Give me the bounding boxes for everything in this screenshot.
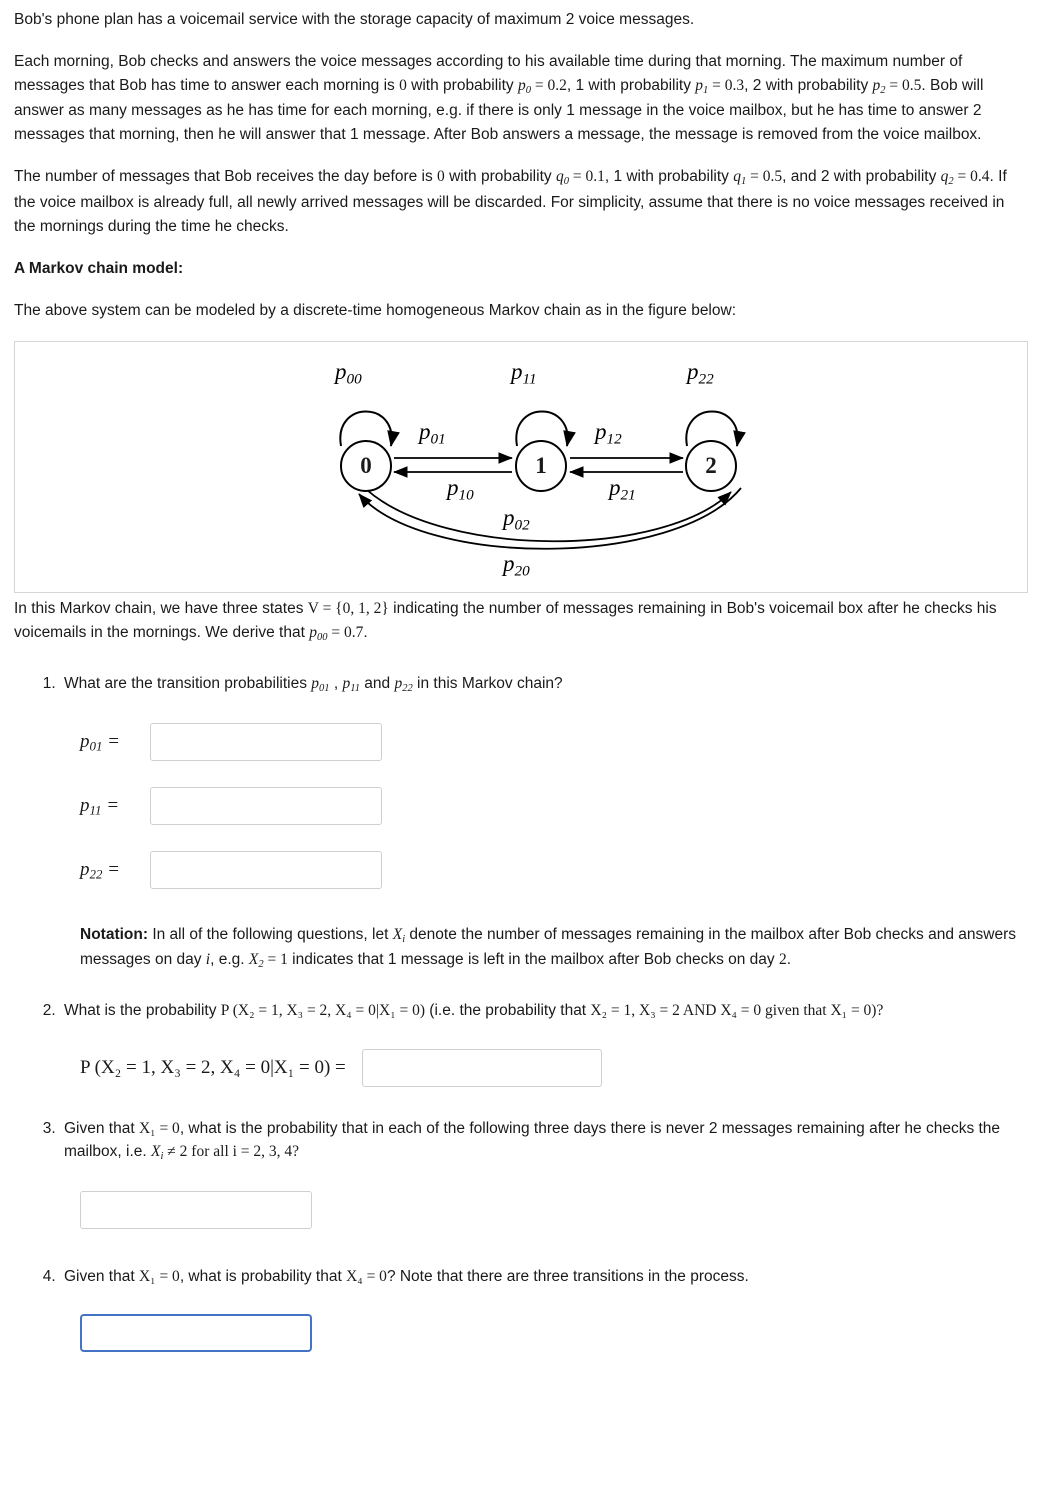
- intro-text-1: Bob's phone plan has a voicemail service with the storage capacity of maximum 2 voice messages.: [14, 11, 695, 28]
- after-figure-paragraph: [14, 597, 1028, 646]
- answer-input-q3[interactable]: [80, 1191, 312, 1229]
- symbol-q0: q: [555, 168, 564, 186]
- answer-label-p01: $p_{01}$ =: [80, 730, 120, 754]
- symbol-q0-sub: 0: [563, 176, 569, 188]
- figure-canvas: [15, 342, 1027, 592]
- symbol-q1: q: [733, 168, 741, 186]
- answer-label-p22: $p_{22}$ =: [80, 858, 120, 882]
- symbol-p0-value: = 0.2: [531, 77, 567, 95]
- answer-input-p01[interactable]: [150, 723, 382, 761]
- intro-num-0b: 0: [437, 168, 445, 186]
- intro-text-3b: with probability: [444, 168, 556, 186]
- label-p21: $p_{21}$: [609, 474, 636, 503]
- symbol-X2: X: [248, 951, 259, 969]
- intro-text-2e: . Bob will answer as many messages as he has time for each morning, e.g. if there is only 1 message in the voice mailbox, but he has time to answer 2 messages that morning, then he will answer that 1 message. After Bob answers a message, the message is removed from the voice mailbox.: [14, 77, 984, 144]
- q1-text-b: in this Markov chain?: [412, 674, 563, 692]
- intro-text-3d: , and 2 with probability: [782, 168, 941, 186]
- q4-text-a: Given that: [64, 1267, 139, 1285]
- answer-label-p11: $p_{11}$ =: [80, 794, 120, 818]
- answer-row-p01: [80, 723, 1028, 761]
- question-list-3: [14, 1117, 1028, 1165]
- symbol-q2-value: = 0.4: [953, 168, 990, 186]
- symbol-p00-value: = 0.7: [327, 623, 364, 641]
- symbol-p0: p: [518, 77, 526, 95]
- state-node-1-label: 1: [535, 452, 547, 478]
- question-1: 1. What are the transition probabilities $p_{01}$ , $p_{11}$ and $p_{22}$ in this Markov chain?: [60, 672, 1028, 697]
- label-p11: $p_{11}$: [511, 358, 537, 387]
- intro-paragraph-2: [14, 50, 1028, 147]
- question-2: [60, 999, 1028, 1022]
- intro-text-2b: with probability: [406, 77, 518, 95]
- symbol-q0-value: = 0.1: [568, 168, 605, 186]
- symbol-Xi: X: [392, 925, 403, 943]
- state-space-expression: V = {0, 1, 2}: [307, 599, 389, 617]
- answer-row-p22: [80, 851, 1028, 889]
- q2-text-a: What is the probability: [64, 1002, 221, 1020]
- intro-num-0: 0: [399, 77, 407, 95]
- markov-chain-figure: [14, 341, 1028, 593]
- symbol-q2: q: [940, 168, 949, 186]
- after-fig-text-b: indicating the number of messages remaining in Bob's voicemail box after he checks his voicemails in the mornings. We derive that: [14, 599, 997, 641]
- notation-title: Notation:: [80, 925, 149, 943]
- state-node-1: [515, 440, 567, 492]
- answer-row-q2: [80, 1049, 1028, 1087]
- state-node-0-label: 0: [360, 452, 372, 478]
- symbol-q1-value: = 0.5: [746, 168, 783, 186]
- answer-row-p11: [80, 787, 1028, 825]
- label-p22: $p_{22}$: [687, 358, 714, 387]
- symbol-i: i: [205, 951, 211, 969]
- symbol-p2-value: = 0.5: [885, 77, 922, 95]
- intro-text-3c: , 1 with probability: [604, 168, 734, 186]
- state-node-0: [340, 440, 392, 492]
- after-fig-text-c: .: [363, 623, 368, 641]
- answer-input-q2[interactable]: [362, 1049, 602, 1087]
- state-node-2: [685, 440, 737, 492]
- symbol-p1: p: [695, 77, 704, 95]
- label-p12: $p_{12}$: [595, 418, 622, 447]
- q2-probability-expression: P (X₂ = 1, X₃ = 2, X₄ = 0|X₁ = 0): [220, 1002, 425, 1020]
- symbol-p00: p: [309, 623, 317, 641]
- q1-symbol-p11: p: [342, 674, 351, 692]
- symbol-q1-sub: 1: [740, 176, 747, 188]
- section-heading-markov-model: A Markov chain model:: [14, 259, 184, 277]
- q2-answer-label: P (X₂ = 1, X₃ = 2, X₄ = 0|X₁ = 0) =: [80, 1056, 346, 1078]
- q3-text-a: Given that: [64, 1119, 139, 1137]
- state-node-2-label: 2: [705, 452, 717, 478]
- intro-paragraph-1: [14, 8, 1028, 32]
- intro-text-2c: , 1 with probability: [566, 77, 696, 95]
- symbol-p1-sub: 1: [703, 84, 709, 96]
- label-p01: $p_{01}$: [419, 418, 446, 447]
- symbol-p0-sub: 0: [525, 84, 532, 96]
- q2-text-b: (i.e. the probability that: [425, 1002, 591, 1020]
- question-list-4: [14, 1265, 1028, 1288]
- answer-input-p22[interactable]: [150, 851, 382, 889]
- intro-text-3a: The number of messages that Bob receives the day before is: [14, 168, 438, 186]
- q1-symbol-p01: p: [311, 674, 320, 692]
- question-list-2: [14, 999, 1028, 1022]
- answer-input-p11[interactable]: [150, 787, 382, 825]
- q2-text-c: X₂ = 1, X₃ = 2 AND X₄ = 0 given that X₁ = 0)?: [590, 1002, 884, 1020]
- q3-text-c: ≠ 2 for all i = 2, 3, 4?: [163, 1142, 300, 1160]
- q4-text-b: , what is probability that: [179, 1267, 347, 1285]
- intro-text-3e: . If the voice mailbox is already full, all newly arrived messages will be discarded. For simplicity, assume that there is no voice messages received in the mornings during the time he checks.: [14, 168, 1007, 235]
- answer-row-q4: [80, 1314, 1028, 1352]
- answer-input-q4[interactable]: [80, 1314, 312, 1352]
- q4-text-c: ? Note that there are three transitions in the process.: [386, 1267, 749, 1285]
- label-p10: $p_{10}$: [447, 474, 474, 503]
- symbol-p00-sub: 00: [316, 631, 328, 643]
- symbol-p1-value: = 0.3: [708, 77, 745, 95]
- q4-target: X₄ = 0: [346, 1267, 387, 1285]
- q1-text-a: What are the transition probabilities: [64, 674, 312, 692]
- after-fig-text-a: In this Markov chain, we have three states: [14, 599, 308, 617]
- symbol-p2-sub: 2: [880, 84, 886, 96]
- intro-text-2a: Each morning, Bob checks and answers the voice messages according to his available time during that morning. The maximum number of messages that Bob has time to answer each morning is: [14, 53, 963, 95]
- symbol-p2: p: [872, 77, 881, 95]
- symbol-q2-sub: 2: [948, 176, 954, 188]
- intro-paragraph-3: [14, 165, 1028, 238]
- q3-text-b: , what is the probability that in each of the following three days there is never 2 messages remaining after he checks the mailbox, i.e.: [64, 1119, 1001, 1160]
- question-list: [14, 672, 1028, 697]
- q1-symbol-p22: p: [394, 674, 403, 692]
- intro-paragraph-4: The above system can be modeled by a discrete-time homogeneous Markov chain as in the figure below:: [14, 301, 736, 319]
- notation-paragraph: Notation: In all of the following questions, let $X_i$ denote the number of messages remaining in the mailbox after Bob checks and answers messages on day i, e.g. $X_2 = 1$ indicates that 1 message is left in the mailbox after Bob checks on day 2.: [80, 925, 1016, 970]
- label-p02: $p_{02}$: [503, 504, 530, 533]
- question-3: 3. Given that X₁ = 0, what is the probability that in each of the following three days there is never 2 messages remaining after he checks the mailbox, i.e. $X_i \ne 2$ for all i = 2, 3, 4?: [60, 1117, 1028, 1165]
- label-p20: $p_{20}$: [503, 550, 530, 579]
- question-4: [60, 1265, 1028, 1288]
- intro-text-2d: , 2 with probability: [744, 77, 873, 95]
- q3-condition: X₁ = 0: [138, 1119, 180, 1137]
- q4-condition: X₁ = 0: [138, 1267, 180, 1285]
- label-p00: $p_{00}$: [335, 358, 362, 387]
- answer-row-q3: [80, 1191, 1028, 1229]
